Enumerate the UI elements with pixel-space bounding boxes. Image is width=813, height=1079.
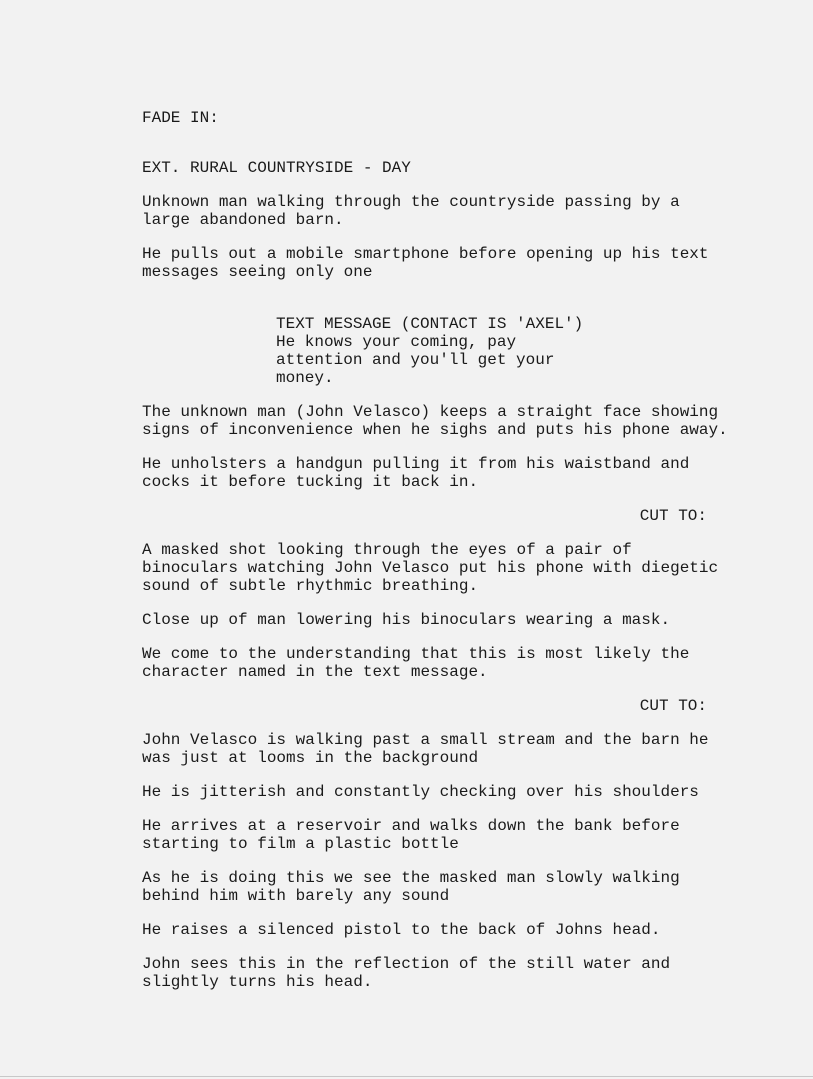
action-line: He arrives at a reservoir and walks down the bank before [142, 817, 680, 835]
action-line: binoculars watching John Velasco put his phone with diegetic [142, 559, 719, 577]
action-line: behind him with barely any sound [142, 887, 450, 905]
action-line: messages seeing only one [142, 263, 373, 281]
action-line: John Velasco is walking past a small stream and the barn he [142, 731, 709, 749]
action-line: Close up of man lowering his binoculars wearing a mask. [142, 611, 671, 629]
text-message-line: money. [276, 369, 334, 387]
action-line: He raises a silenced pistol to the back of Johns head. [142, 921, 661, 939]
scene-heading: EXT. RURAL COUNTRYSIDE - DAY [142, 159, 411, 177]
action-line: cocks it before tucking it back in. [142, 473, 479, 491]
action-line: We come to the understanding that this is most likely the [142, 645, 690, 663]
action-line: The unknown man (John Velasco) keeps a straight face showing [142, 403, 719, 421]
action-line: A masked shot looking through the eyes of a pair of [142, 541, 632, 559]
action-line: Unknown man walking through the countryside passing by a [142, 193, 680, 211]
cut-to-transition: CUT TO: [639, 697, 707, 715]
action-line: was just at looms in the background [142, 749, 479, 767]
action-line: He unholsters a handgun pulling it from his waistband and [142, 455, 690, 473]
action-line: As he is doing this we see the masked man slowly walking [142, 869, 680, 887]
action-line: sound of subtle rhythmic breathing. [142, 577, 479, 595]
text-message-line: attention and you'll get your [276, 351, 555, 369]
text-message-header: TEXT MESSAGE (CONTACT IS 'AXEL') [276, 315, 584, 333]
fade-in-transition: FADE IN: [142, 109, 219, 127]
action-line: John sees this in the reflection of the still water and [142, 955, 671, 973]
cut-to-transition: CUT TO: [639, 507, 707, 525]
action-line: large abandoned barn. [142, 211, 344, 229]
text-message-line: He knows your coming, pay [276, 333, 517, 351]
action-line: He is jitterish and constantly checking over his shoulders [142, 783, 699, 801]
action-line: slightly turns his head. [142, 973, 373, 991]
action-line: character named in the text message. [142, 663, 488, 681]
action-line: He pulls out a mobile smartphone before opening up his text [142, 245, 709, 263]
action-line: signs of inconvenience when he sighs and puts his phone away. [142, 421, 728, 439]
action-line: starting to film a plastic bottle [142, 835, 459, 853]
